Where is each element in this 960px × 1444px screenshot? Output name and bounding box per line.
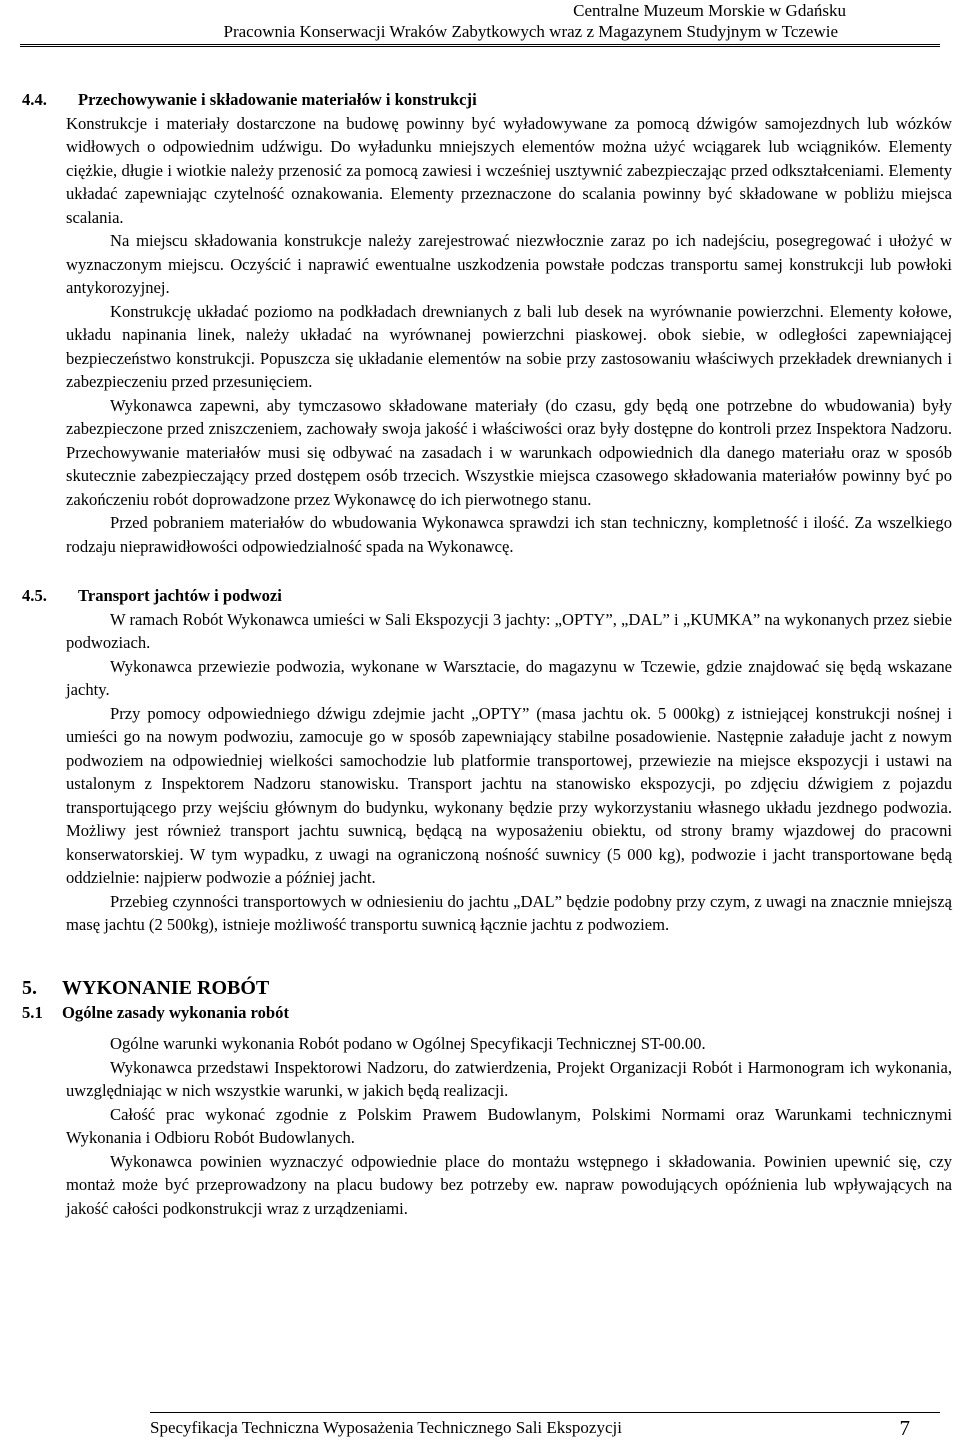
paragraph: W ramach Robót Wykonawca umieści w Sali Ekspozycji 3 jachty: „OPTY”, „DAL” i „KUMKA” na wykonanych przez siebie podwoziach. bbox=[66, 609, 952, 652]
paragraph: Przebieg czynności transportowych w odniesieniu do jachtu „DAL” będzie podobny przy czym, z uwagi na znacznie mniejszą masę jachtu (2 500kg), istnieje możliwość transportu suwnicą łącznie jachtu z podwoziem. bbox=[66, 891, 952, 934]
footer-divider bbox=[150, 1412, 940, 1413]
paragraph: Wykonawca przedstawi Inspektorowi Nadzoru, do zatwierdzenia, Projekt Organizacji Robót i Harmonogram ich wykonania, uwzględniając w nich wszystkie warunki, w jakich będą realizacji. bbox=[66, 1057, 952, 1100]
paragraph: Przy pomocy odpowiedniego dźwigu zdejmie jacht „OPTY” (masa jachtu ok. 5 000kg) z istniejącej konstrukcji nośnej i umieści go na nowym podwoziu, zamocuje go w sposób zapewniający stabilne posadowienie. Następnie załaduje jacht z nowym podwoziem na odpowiedniej wielkości samochodzie lub platformie transportowej, przewiezie na miejsce ekspozycji i ustawi na ustalonym z Inspektorem Nadzoru stanowisku. Transport jachtu na stanowisko ekspozycji, po zdjęciu dźwigiem z pojazdu transportującego przy wejściu głównym do budynku, wykonany będzie przy wykorzystaniu własnego układu jezdnego podwozia. Możliwy jest również transport jachtu suwnicą, będącą na wyposażeniu obiektu, od strony bramy wjazdowej do pracowni konserwatorskiej. W tym wypadku, z uwagi na ograniczoną nośność suwnicy (5 000 kg), podwozie i jacht transportowane będą oddzielnie: najpierw podwozie a później jacht. bbox=[66, 703, 952, 887]
footer-title: Specyfikacja Techniczna Wyposażenia Technicznego Sali Ekspozycji bbox=[150, 1418, 622, 1437]
paragraph: Konstrukcje i materiały dostarczone na budowę powinny być wyładowywane za pomocą dźwigów samojezdnych lub wózków widłowych o odpowiednim udźwigu. Do wyładunku mniejszych elementów można użyć wciągarek lub wciągników. Elementy ciężkie, długie i wiotkie należy przenosić za pomocą zawiesi i wcześniej usztywnić zabezpieczając przed odkształceniami. Elementy układać zapewniając czytelność oznakowania. Elementy przeznaczone do scalania powinny być składowane w pobliżu miejsca scalania. bbox=[66, 113, 952, 227]
document-body bbox=[22, 88, 952, 1220]
paragraph: Całość prac wykonać zgodnie z Polskim Prawem Budowlanym, Polskimi Normami oraz Warunkami technicznymi Wykonania i Odbioru Robót Budowlanych. bbox=[66, 1104, 952, 1147]
header-divider bbox=[20, 44, 940, 47]
page-footer bbox=[150, 1414, 940, 1442]
section-heading-4-4 bbox=[22, 88, 952, 112]
section-number: 5.1 bbox=[22, 1002, 43, 1022]
paragraph: Ogólne warunki wykonania Robót podano w Ogólnej Specyfikacji Technicznej ST-00.00. bbox=[110, 1034, 706, 1053]
section-number: 5. bbox=[22, 976, 37, 999]
section-number: 4.5. bbox=[22, 586, 47, 605]
section-heading-5-1 bbox=[22, 1001, 952, 1025]
section-heading-4-5 bbox=[22, 584, 952, 608]
section-title: WYKONANIE ROBÓT bbox=[62, 976, 270, 999]
header-institution: Centralne Muzeum Morskie w Gdańsku bbox=[573, 1, 846, 20]
section-title: Ogólne zasady wykonania robót bbox=[62, 1002, 289, 1022]
paragraph: Wykonawca powinien wyznaczyć odpowiednie place do montażu wstępnego i składowania. Powinien upewnić się, czy montaż może być przeprowadzony na placu budowy bez potrzeby ew. napraw powodujących opóźnienia lub wpływających na jakość całości podkonstrukcji wraz z urządzeniami. bbox=[66, 1151, 952, 1218]
section-number: 4.4. bbox=[22, 90, 47, 109]
section-title: Transport jachtów i podwozi bbox=[78, 586, 282, 605]
header-department: Pracownia Konserwacji Wraków Zabytkowych wraz z Magazynem Studyjnym w Tczewie bbox=[223, 22, 838, 41]
paragraph: Wykonawca przewiezie podwozia, wykonane w Warsztacie, do magazynu w Tczewie, gdzie znajdować się będą wskazane jachty. bbox=[66, 656, 952, 699]
paragraph: Wykonawca zapewni, aby tymczasowo składowane materiały (do czasu, gdy będą one potrzebne do wbudowania) były zabezpieczone przed zniszczeniem, zachowały swoja jakość i właściwości oraz były dostępne do kontroli przez Inspektora Nadzoru. Przechowywanie materiałów musi się odbywać na zasadach i w warunkach odpowiednich dla danego materiału oraz w sposób skutecznie zabezpieczający przed dostępem osób trzecich. Wszystkie miejsca czasowego składowania materiałów powinny być po zakończeniu robót doprowadzone przez Wykonawcę do ich pierwotnego stanu. bbox=[66, 395, 952, 509]
section-title: Przechowywanie i składowanie materiałów i konstrukcji bbox=[78, 90, 477, 109]
page-header bbox=[0, 0, 960, 42]
paragraph: Na miejscu składowania konstrukcje należy zarejestrować niezwłocznie zaraz po ich nadejściu, posegregować i ułożyć w wyznaczonym miejscu. Oczyścić i naprawić ewentualne uszkodzenia powstałe podczas transportu samej konstrukcji lub powłoki antykorozyjnej. bbox=[66, 231, 952, 297]
paragraph: Przed pobraniem materiałów do wbudowania Wykonawca sprawdzi ich stan techniczny, kompletność i ilość. Za wszelkiego rodzaju nieprawidłowości odpowiedzialność spada na Wykonawcę. bbox=[66, 513, 952, 556]
page-number: 7 bbox=[899, 1415, 910, 1440]
section-heading-5 bbox=[22, 975, 952, 1001]
paragraph: Konstrukcję układać poziomo na podkładach drewnianych z bali lub desek na wyrównanie powierzchni. Elementy kołowe, układu napinania linek, należy układać na wyrównanej powierzchni piaskowej. obok siebie, w odległości zapewniającej bezpieczeństwo konstrukcji. Popuszcza się układanie elementów na sobie przy zastosowaniu właściwych przekładek drewnianych i zabezpieczeniu przed przesunięciem. bbox=[66, 301, 952, 391]
